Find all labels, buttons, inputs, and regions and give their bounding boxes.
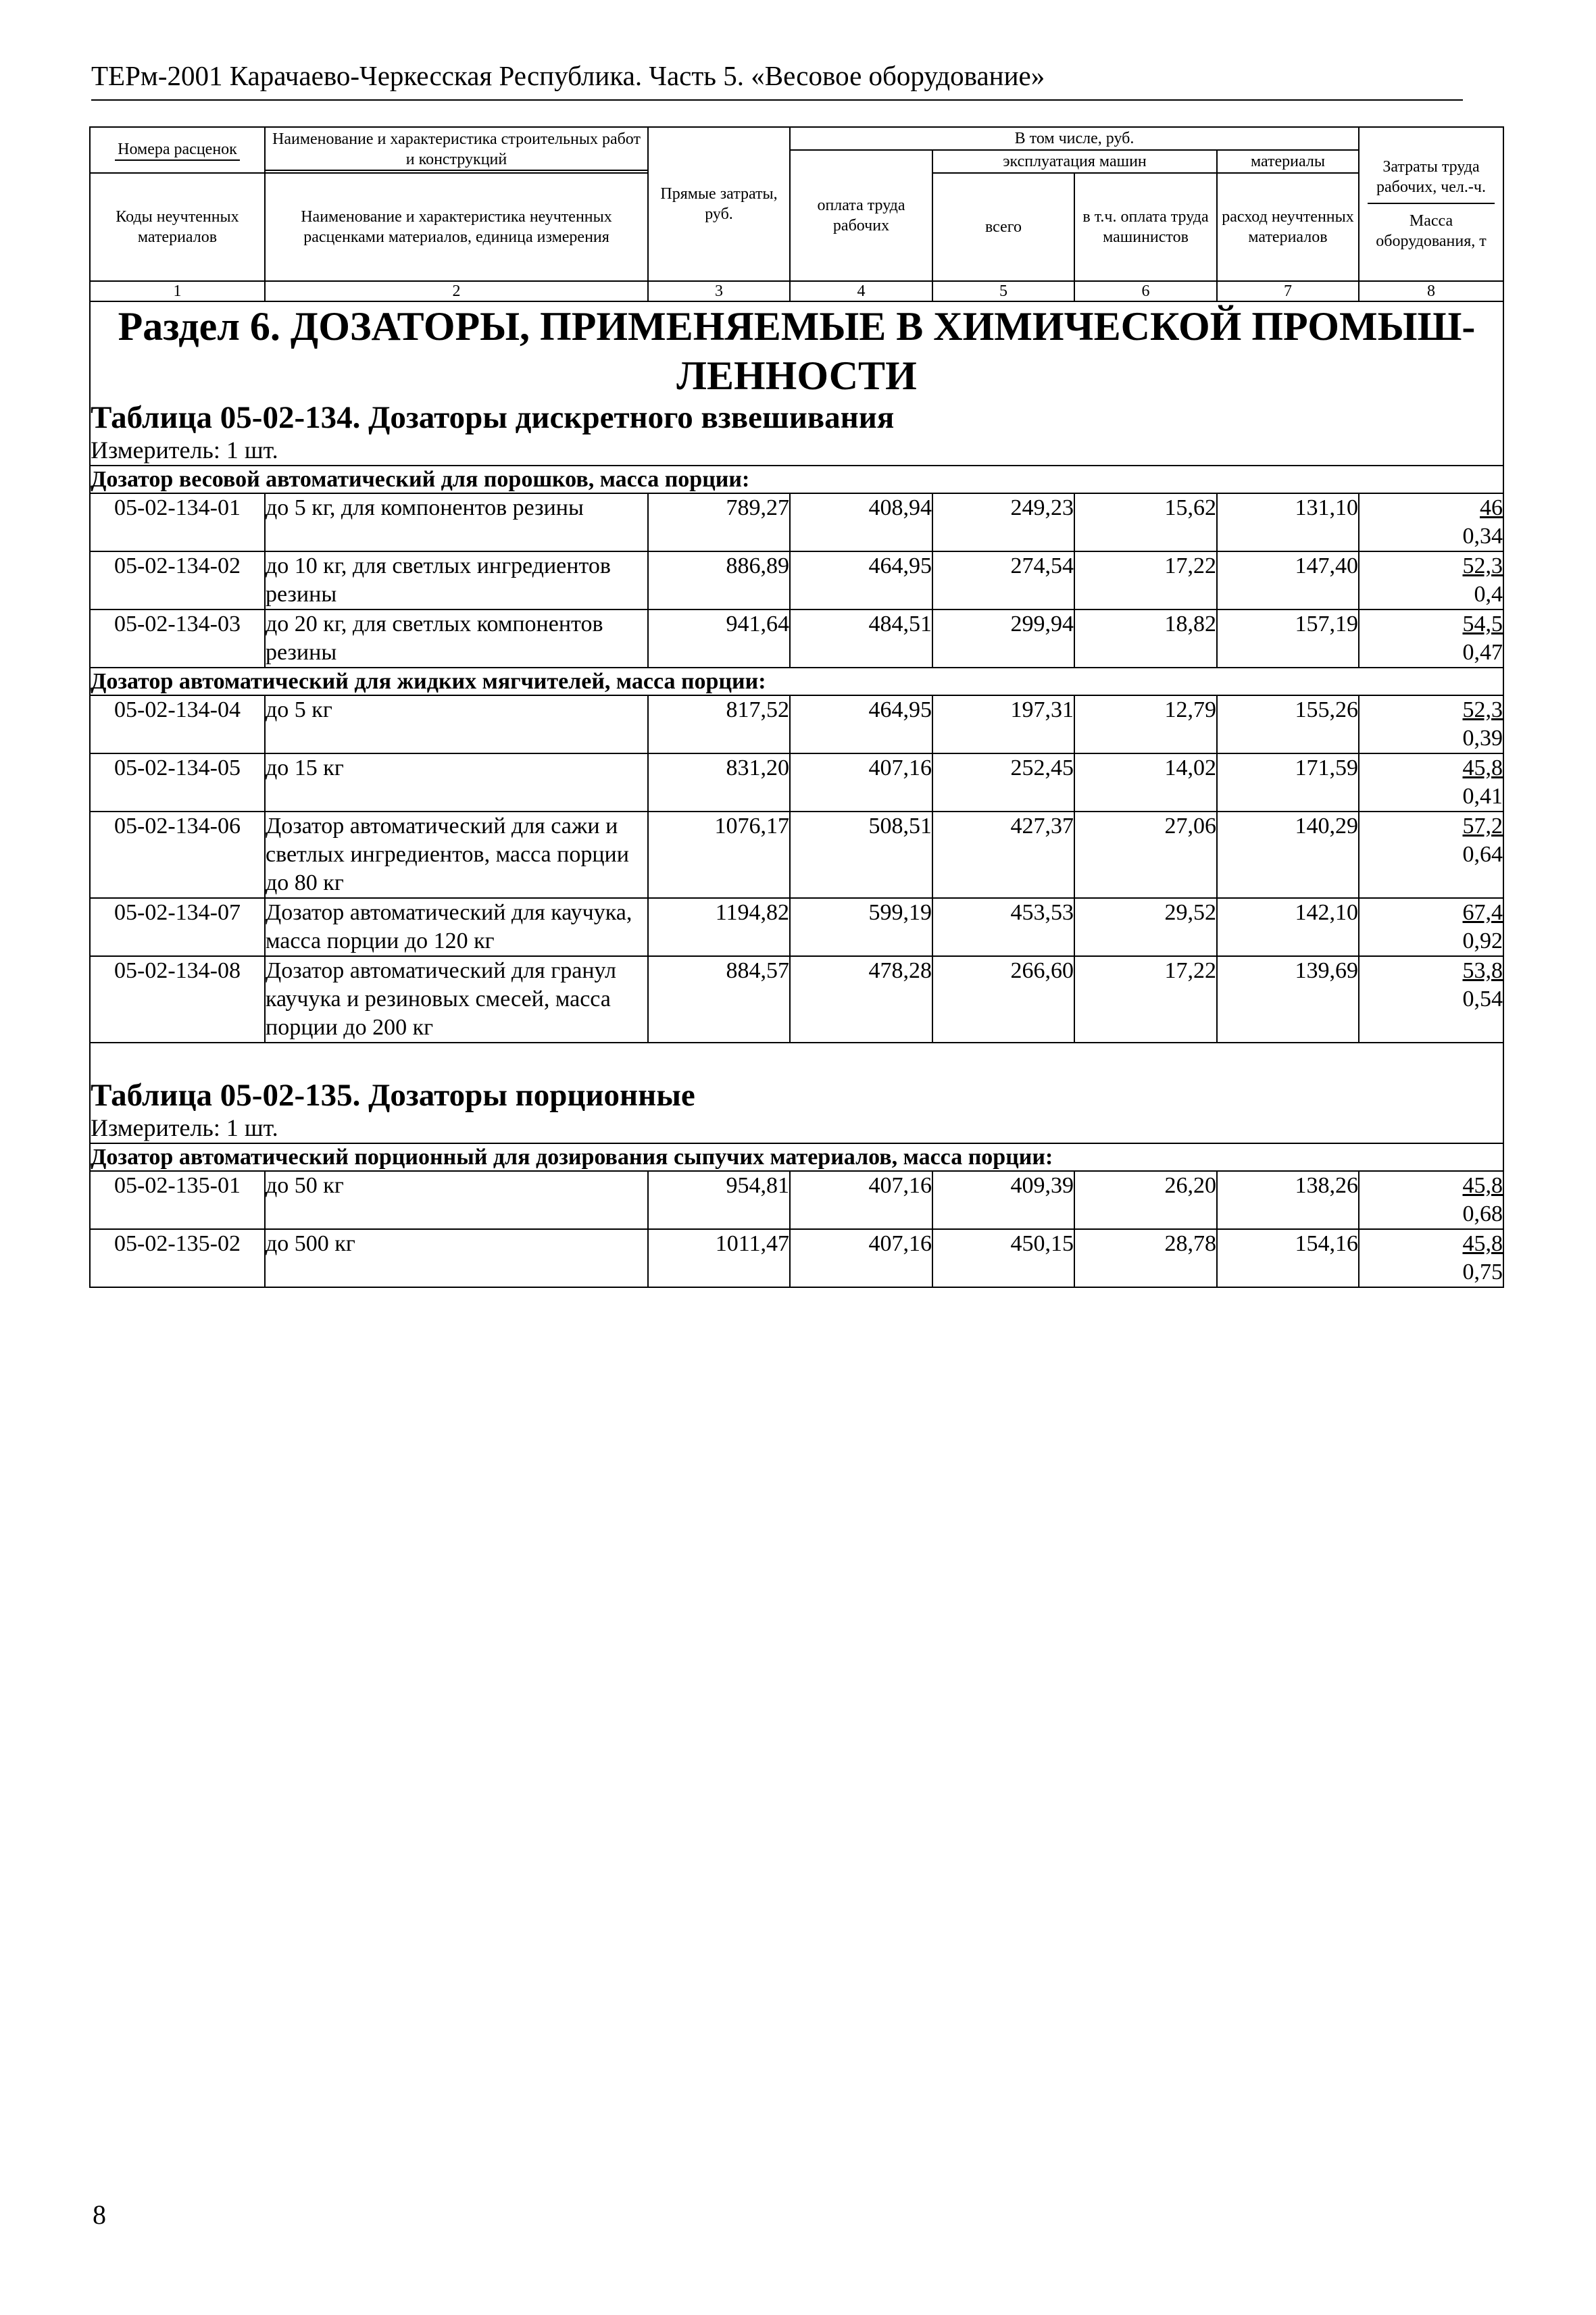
incl-header: В том числе, руб. [790, 127, 1359, 150]
header-row-1 [90, 127, 1503, 150]
col-num-8: 8 [1359, 281, 1503, 301]
materials-cost: 142,10 [1217, 898, 1359, 956]
labor-cost: 52,3 [1462, 697, 1503, 723]
col1-top-label: Номера расценок [115, 139, 240, 161]
table-row [90, 493, 1503, 551]
table135-group1-title: Дозатор автоматический порционный для дозирования сыпучих материалов, масса порции: [90, 1143, 1503, 1171]
rate-code: 05-02-134-02 [90, 551, 265, 609]
machines-total: 453,53 [932, 898, 1074, 956]
equipment-mass: 0,54 [1462, 987, 1503, 1012]
worker-wages: 508,51 [790, 812, 932, 898]
col8-header [1359, 127, 1503, 281]
col3-header: Прямые затраты, руб. [648, 127, 790, 281]
table-row [90, 551, 1503, 609]
direct-cost: 1194,82 [648, 898, 790, 956]
rate-name: до 50 кг [265, 1171, 648, 1229]
table135-title-row [90, 1043, 1503, 1114]
direct-cost: 1011,47 [648, 1229, 790, 1287]
equipment-mass: 0,64 [1462, 842, 1503, 868]
table134-group2-row [90, 668, 1503, 695]
col-num-6: 6 [1074, 281, 1217, 301]
table134-group2-title: Дозатор автоматический для жидких мягчителей, масса порции: [90, 668, 1503, 695]
labor-mass-cell [1359, 812, 1503, 898]
direct-cost: 817,52 [648, 695, 790, 753]
rate-code: 05-02-134-01 [90, 493, 265, 551]
equipment-mass: 0,39 [1462, 726, 1503, 751]
labor-cost: 67,4 [1462, 900, 1503, 926]
labor-mass-cell [1359, 1229, 1503, 1287]
rate-code: 05-02-134-07 [90, 898, 265, 956]
rates-table [89, 126, 1504, 1288]
col7-header: расход неучтенных материалов [1217, 173, 1359, 281]
machinist-wages: 29,52 [1074, 898, 1217, 956]
table-row [90, 753, 1503, 812]
column-numbers-row [90, 281, 1503, 301]
table-row [90, 898, 1503, 956]
worker-wages: 464,95 [790, 695, 932, 753]
materials-cost: 131,10 [1217, 493, 1359, 551]
labor-mass-cell [1359, 1171, 1503, 1229]
section-title-row [90, 301, 1503, 401]
direct-cost: 954,81 [648, 1171, 790, 1229]
machines-total: 249,23 [932, 493, 1074, 551]
table134-meter: Измеритель: 1 шт. [90, 436, 1503, 466]
worker-wages: 407,16 [790, 1171, 932, 1229]
labor-mass-cell [1359, 753, 1503, 812]
equipment-mass: 0,75 [1462, 1260, 1503, 1285]
rate-name: до 15 кг [265, 753, 648, 812]
direct-cost: 789,27 [648, 493, 790, 551]
labor-mass-cell [1359, 898, 1503, 956]
worker-wages: 407,16 [790, 1229, 932, 1287]
labor-cost: 45,8 [1462, 1173, 1503, 1199]
machinist-wages: 27,06 [1074, 812, 1217, 898]
table135-title: Таблица 05-02-135. Дозаторы порционные [90, 1043, 1503, 1114]
machinist-wages: 18,82 [1074, 609, 1217, 668]
machines-total: 427,37 [932, 812, 1074, 898]
page-header: ТЕРм-2001 Карачаево-Черкесская Республика. Часть 5. «Весовое оборудование» [91, 60, 1045, 91]
materials-cost: 171,59 [1217, 753, 1359, 812]
equipment-mass: 0,47 [1462, 640, 1503, 666]
table-row [90, 609, 1503, 668]
worker-wages: 484,51 [790, 609, 932, 668]
col2-top-header [265, 127, 648, 173]
labor-cost: 54,5 [1462, 612, 1503, 637]
header-rule [91, 99, 1463, 101]
equipment-mass: 0,92 [1462, 928, 1503, 954]
table134-group1-row [90, 466, 1503, 493]
labor-mass-cell [1359, 551, 1503, 609]
equipment-mass: 0,68 [1462, 1201, 1503, 1227]
col2-bottom-header: Наименование и характеристика неучтенных расценками материалов, единица измерения [265, 173, 648, 281]
rate-code: 05-02-134-05 [90, 753, 265, 812]
labor-cost: 45,8 [1462, 1231, 1503, 1257]
machinist-wages: 15,62 [1074, 493, 1217, 551]
rate-name: до 500 кг [265, 1229, 648, 1287]
machinist-wages: 26,20 [1074, 1171, 1217, 1229]
machines-total: 299,94 [932, 609, 1074, 668]
direct-cost: 1076,17 [648, 812, 790, 898]
materials-cost: 154,16 [1217, 1229, 1359, 1287]
table134-group1-title: Дозатор весовой автоматический для порошков, масса порции: [90, 466, 1503, 493]
labor-cost: 46 [1480, 495, 1503, 521]
col-num-3: 3 [648, 281, 790, 301]
rate-name: Дозатор автоматический для сажи и светлых ингредиентов, масса порции до 80 кг [265, 812, 648, 898]
machines-total: 252,45 [932, 753, 1074, 812]
rate-name: до 20 кг, для светлых компонентов резины [265, 609, 648, 668]
rate-name: до 5 кг [265, 695, 648, 753]
labor-cost: 53,8 [1462, 958, 1503, 984]
col4-header: оплата труда рабочих [790, 150, 932, 281]
machines-total: 197,31 [932, 695, 1074, 753]
materials-cost: 138,26 [1217, 1171, 1359, 1229]
equipment-mass: 0,4 [1474, 582, 1503, 607]
labor-mass-cell [1359, 695, 1503, 753]
col1-top-header [90, 127, 265, 173]
col6-header: в т.ч. оплата труда машинистов [1074, 173, 1217, 281]
worker-wages: 478,28 [790, 956, 932, 1043]
direct-cost: 886,89 [648, 551, 790, 609]
machinist-wages: 17,22 [1074, 551, 1217, 609]
machines-total: 409,39 [932, 1171, 1074, 1229]
machinist-wages: 14,02 [1074, 753, 1217, 812]
page-number: 8 [93, 2199, 106, 2230]
machines-total: 274,54 [932, 551, 1074, 609]
col8-top-label: Затраты труда рабочих, чел.-ч. [1368, 157, 1495, 204]
labor-mass-cell [1359, 609, 1503, 668]
table-row [90, 695, 1503, 753]
materials-cost: 140,29 [1217, 812, 1359, 898]
rate-code: 05-02-134-06 [90, 812, 265, 898]
col-num-5: 5 [932, 281, 1074, 301]
table134-title-row [90, 401, 1503, 436]
table-row [90, 956, 1503, 1043]
rate-code: 05-02-135-02 [90, 1229, 265, 1287]
worker-wages: 408,94 [790, 493, 932, 551]
direct-cost: 941,64 [648, 609, 790, 668]
equipment-mass: 0,34 [1462, 524, 1503, 549]
table134-meter-row [90, 436, 1503, 466]
labor-cost: 45,8 [1462, 755, 1503, 781]
col5-header: всего [932, 173, 1074, 281]
labor-mass-cell [1359, 493, 1503, 551]
labor-cost: 57,2 [1462, 814, 1503, 839]
machinist-wages: 17,22 [1074, 956, 1217, 1043]
equipment-mass: 0,41 [1462, 784, 1503, 810]
machines-total: 450,15 [932, 1229, 1074, 1287]
direct-cost: 831,20 [648, 753, 790, 812]
machines-header: эксплуатация машин [932, 150, 1217, 173]
table-row [90, 1229, 1503, 1287]
table134-title: Таблица 05-02-134. Дозаторы дискретного взвешивания [90, 401, 1503, 436]
rate-name: до 10 кг, для светлых ингредиентов резины [265, 551, 648, 609]
col2-top-label: Наименование и характеристика строительных работ и конструкций [266, 129, 647, 171]
labor-mass-cell [1359, 956, 1503, 1043]
col-num-2: 2 [265, 281, 648, 301]
machinist-wages: 12,79 [1074, 695, 1217, 753]
materials-header: материалы [1217, 150, 1359, 173]
materials-cost: 155,26 [1217, 695, 1359, 753]
machinist-wages: 28,78 [1074, 1229, 1217, 1287]
rate-name: до 5 кг, для компонентов резины [265, 493, 648, 551]
materials-cost: 139,69 [1217, 956, 1359, 1043]
worker-wages: 407,16 [790, 753, 932, 812]
worker-wages: 464,95 [790, 551, 932, 609]
materials-cost: 147,40 [1217, 551, 1359, 609]
col-num-7: 7 [1217, 281, 1359, 301]
rate-code: 05-02-134-04 [90, 695, 265, 753]
table135-meter: Измеритель: 1 шт. [90, 1114, 1503, 1143]
col8-bottom-label: Масса оборудования, т [1376, 212, 1487, 250]
table135-group1-row [90, 1143, 1503, 1171]
col-num-1: 1 [90, 281, 265, 301]
table-row [90, 1171, 1503, 1229]
table-row [90, 812, 1503, 898]
section-title: Раздел 6. ДОЗАТОРЫ, ПРИМЕНЯЕМЫЕ В ХИМИЧЕСКОЙ ПРОМЫШ- ЛЕННОСТИ [90, 301, 1503, 401]
labor-cost: 52,3 [1462, 553, 1503, 579]
col1-bottom-header: Коды неучтенных материалов [90, 173, 265, 281]
rate-code: 05-02-135-01 [90, 1171, 265, 1229]
col-num-4: 4 [790, 281, 932, 301]
worker-wages: 599,19 [790, 898, 932, 956]
direct-cost: 884,57 [648, 956, 790, 1043]
rate-code: 05-02-134-03 [90, 609, 265, 668]
materials-cost: 157,19 [1217, 609, 1359, 668]
rate-code: 05-02-134-08 [90, 956, 265, 1043]
rate-name: Дозатор автоматический для гранул каучука и резиновых смесей, масса порции до 200 кг [265, 956, 648, 1043]
rate-name: Дозатор автоматический для каучука, масса порции до 120 кг [265, 898, 648, 956]
machines-total: 266,60 [932, 956, 1074, 1043]
table135-meter-row [90, 1114, 1503, 1143]
